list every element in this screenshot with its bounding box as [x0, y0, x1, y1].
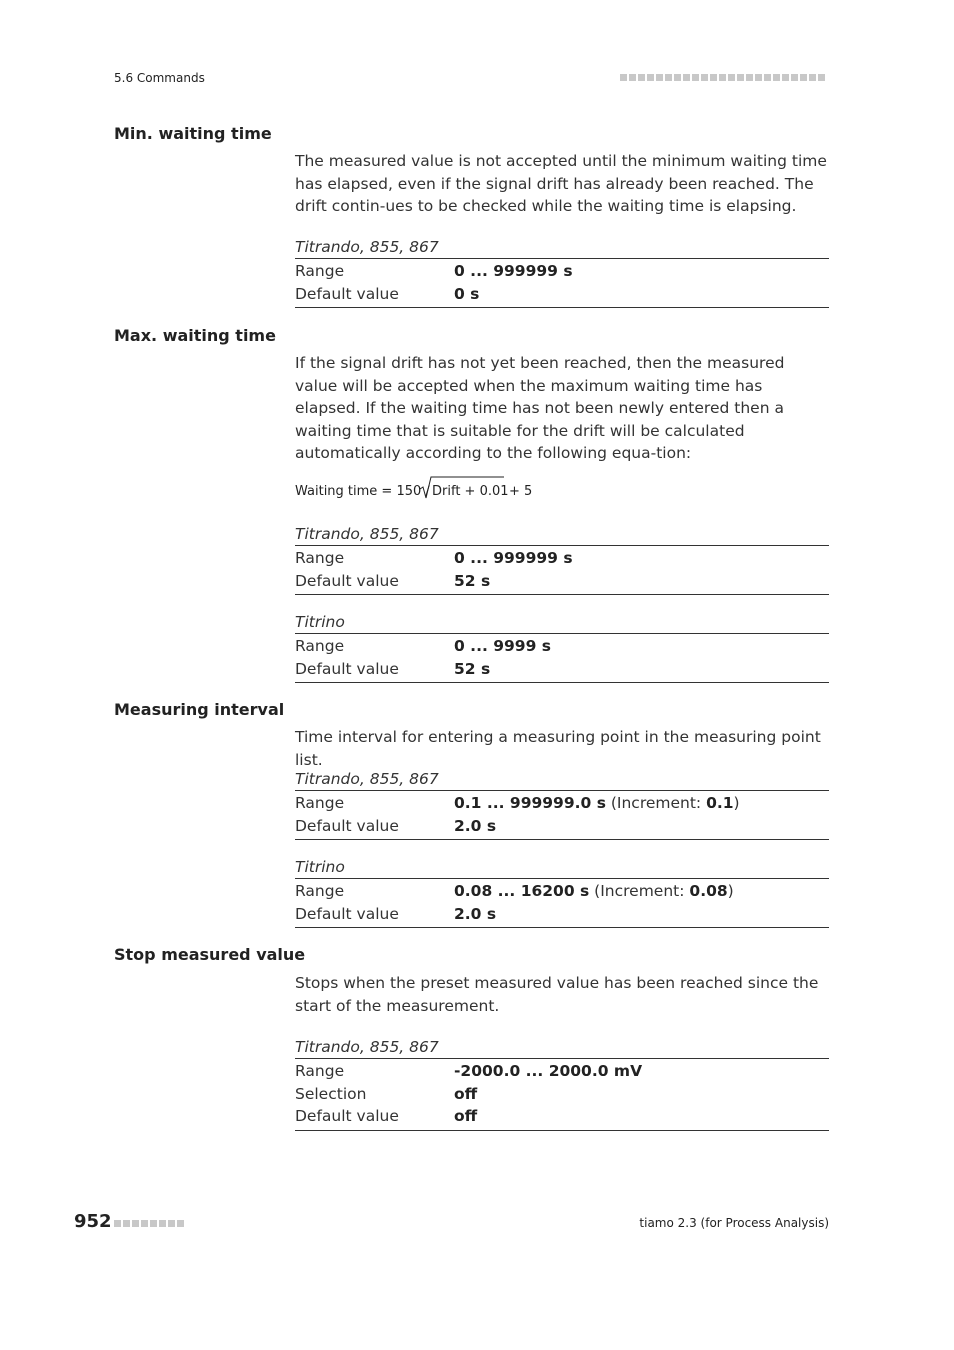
row-extra-value: 0.08 [689, 882, 728, 900]
section-title-stop-measured-value: Stop measured value [114, 945, 306, 964]
row-value: 52 s [454, 571, 491, 590]
row-extra-label: (Increment: [605, 794, 707, 812]
row-value: -2000.0 ... 2000.0 mV [454, 1062, 643, 1080]
equation-rhs: + 5 [509, 484, 533, 499]
row-key: Selection [295, 1084, 367, 1103]
parameter-table [295, 768, 829, 840]
equation-lhs: Waiting time = 150 / [295, 484, 430, 499]
row-key: Range [295, 549, 345, 567]
section-text: The measured value is not accepted until the minimum waiting time has elapsed, even if the signal drift has already been reached. The drift contin-ues to be checked while the waiting time is elapsing. [295, 152, 827, 215]
row-value: 2.0 s [454, 904, 497, 923]
row-extra-label: (Increment: [589, 882, 690, 900]
table-caption: Titrino [295, 613, 345, 631]
row-value: 52 s [454, 659, 491, 678]
row-key: Default value [295, 571, 399, 590]
section-text: Time interval for entering a measuring point in the measuring point list. [295, 728, 821, 769]
parameter-table [295, 1036, 829, 1131]
section-text: If the signal drift has not yet been reached, then the measured value will be accepted when the maximum waiting time has elapsed. If the waiting time has not been newly entered then a waiting time that is suitable for the drift will be calculated automatically according to the following equa-tion: [295, 354, 785, 462]
row-key: Range [295, 637, 345, 655]
footer-product: tiamo 2.3 (for Process Analysis) [639, 1216, 829, 1230]
row-key: Default value [295, 659, 399, 678]
row-key: Range [295, 1062, 345, 1080]
equation-radicand: Drift + 0.01 [432, 484, 509, 499]
row-value: 0 ... 9999 s [454, 637, 552, 655]
row-key: Range [295, 262, 345, 280]
section-title-measuring-interval: Measuring interval [114, 700, 285, 719]
running-header-section: 5.6 Commands [114, 71, 205, 85]
row-key: Default value [295, 284, 399, 303]
row-value: 0.08 ... 16200 s [454, 882, 590, 900]
table-caption: Titrino [295, 858, 345, 876]
row-value: 0 ... 999999 s [454, 262, 573, 280]
row-key: Default value [295, 816, 399, 835]
table-caption: Titrando, 855, 867 [295, 770, 439, 788]
table-row [295, 1105, 829, 1128]
section-text: Stops when the preset measured value has been reached since the start of the measurement. [295, 974, 819, 1015]
row-value: 0 s [454, 284, 480, 303]
row-value: off [454, 1107, 478, 1125]
row-key: Default value [295, 1107, 399, 1125]
table-row [295, 1083, 829, 1106]
row-extra-close: ) [733, 794, 740, 812]
footer-decoration [114, 1220, 184, 1227]
header-decoration [620, 74, 829, 82]
table-row [295, 260, 829, 283]
table-caption: Titrando, 855, 867 [295, 238, 439, 256]
table-caption: Titrando, 855, 867 [295, 525, 439, 543]
section-title-max-waiting-time: Max. waiting time [114, 326, 276, 345]
row-key: Range [295, 882, 345, 900]
row-value: 0.1 ... 999999.0 s [454, 794, 606, 812]
row-key: Range [295, 794, 345, 812]
row-key: Default value [295, 904, 399, 923]
table-caption: Titrando, 855, 867 [295, 1038, 439, 1056]
section-title-min-waiting-time: Min. waiting time [114, 124, 272, 143]
parameter-table [295, 611, 829, 683]
row-extra-close: ) [727, 882, 734, 900]
waiting-time-equation [295, 474, 535, 508]
parameter-table [295, 856, 829, 928]
row-value: 0 ... 999999 s [454, 549, 573, 567]
table-row [295, 635, 829, 658]
row-extra-value: 0.1 [706, 794, 734, 812]
table-row [295, 880, 829, 903]
row-value: 2.0 s [454, 816, 497, 835]
parameter-table [295, 523, 829, 595]
row-value: off [454, 1084, 478, 1103]
table-row [295, 547, 829, 570]
table-row [295, 903, 829, 926]
table-row [295, 815, 829, 838]
page-number: 952 [74, 1211, 112, 1232]
parameter-table [295, 236, 829, 308]
table-row [295, 1060, 829, 1083]
table-row [295, 570, 829, 593]
table-row [295, 658, 829, 681]
table-row [295, 283, 829, 306]
table-row [295, 792, 829, 815]
